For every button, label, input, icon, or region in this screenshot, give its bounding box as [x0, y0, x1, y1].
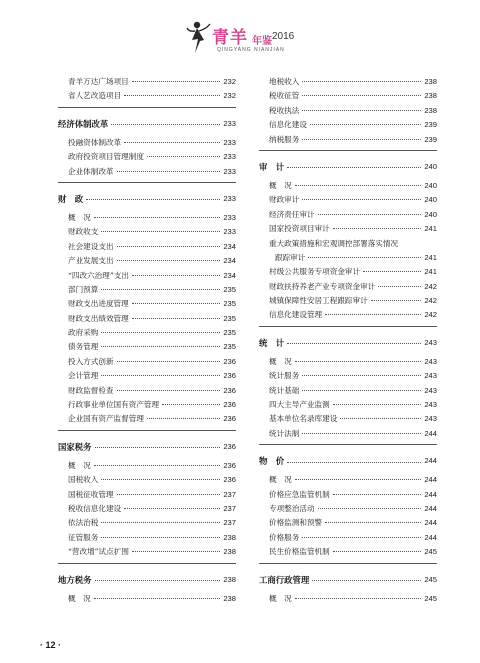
- toc-page-number: 233: [223, 152, 236, 162]
- dot-leader: [333, 228, 422, 229]
- toc-page-number: 238: [424, 77, 437, 86]
- toc-page-number: 237: [223, 489, 236, 499]
- toc-section-heading[interactable]: [259, 449, 437, 473]
- toc-entry-title: 财政支出进度管理: [68, 299, 129, 309]
- dot-leader: [302, 199, 421, 200]
- toc-entry-title: 基本单位名录库建设: [269, 414, 338, 424]
- toc-page-number: 236: [223, 475, 236, 485]
- toc-page-number: 235: [223, 342, 236, 352]
- dot-leader: [295, 479, 422, 480]
- section-divider: [259, 326, 437, 327]
- toc-page-number: 235: [223, 284, 236, 294]
- dot-leader: [101, 375, 220, 376]
- dot-leader: [95, 447, 221, 448]
- section-divider: [58, 107, 236, 108]
- toc-entry[interactable]: [58, 473, 236, 487]
- toc-page-number: 237: [223, 518, 236, 528]
- toc-entry-title: 财政收支: [68, 227, 99, 237]
- toc-page-number: 245: [424, 574, 437, 584]
- dot-leader: [94, 598, 221, 599]
- toc-entry-title: 税收征管: [269, 91, 300, 101]
- toc-entry-title: “四改六治理”支出: [68, 270, 129, 280]
- toc-entry-title: 价格服务: [269, 532, 300, 542]
- toc-page-number: 244: [424, 503, 437, 513]
- toc-entry[interactable]: [259, 592, 437, 606]
- toc-page-number: 243: [424, 371, 437, 381]
- dot-leader: [132, 81, 221, 82]
- toc-entry-title: 青羊万达广场项目: [68, 77, 129, 86]
- toc-page-number: 234: [223, 241, 236, 251]
- dot-leader: [302, 139, 421, 140]
- toc-entry[interactable]: [259, 545, 437, 559]
- toc-page-number: 234: [223, 270, 236, 280]
- toc-entry-title: 省人艺改造项目: [68, 91, 122, 101]
- toc-page-number: 243: [424, 385, 437, 395]
- toc-entry[interactable]: [58, 254, 236, 268]
- toc-entry[interactable]: [259, 531, 437, 545]
- toc-page-number: 236: [223, 385, 236, 395]
- toc-entry[interactable]: [259, 398, 437, 412]
- toc-entry-title: 价格监测和预警: [269, 518, 323, 528]
- toc-entry[interactable]: [259, 427, 437, 441]
- toc-page-number: 242: [424, 310, 437, 320]
- yearbook-year: 2016: [272, 31, 295, 42]
- toc-page-number: 233: [223, 227, 236, 237]
- toc-page-number: 233: [223, 137, 236, 147]
- toc-page-number: 233: [223, 118, 236, 128]
- toc-entry[interactable]: [259, 294, 437, 308]
- toc-entry[interactable]: [58, 165, 236, 179]
- toc-page-number: 240: [424, 180, 437, 190]
- dot-leader: [295, 598, 422, 599]
- toc-entry[interactable]: [259, 75, 437, 89]
- toc-entry-title: 国家税务: [58, 441, 92, 452]
- toc-entry-title: 政府采购: [68, 328, 99, 338]
- toc-page-number: 240: [424, 209, 437, 219]
- dot-leader: [333, 404, 422, 405]
- toc-entry[interactable]: [58, 297, 236, 311]
- dot-leader: [117, 246, 221, 247]
- toc-entry-title: 地税收入: [269, 77, 300, 86]
- toc-entry-title: 财政扶持养老产业专项资金审计: [269, 281, 376, 291]
- toc-entry[interactable]: [259, 251, 437, 265]
- toc-entry[interactable]: [58, 488, 236, 502]
- toc-entry-title: 财政支出绩效管理: [68, 313, 129, 323]
- toc-entry-title: 国税收入: [68, 475, 99, 485]
- toc-section-heading[interactable]: [259, 331, 437, 355]
- toc-entry[interactable]: [58, 211, 236, 225]
- dot-leader: [333, 494, 422, 495]
- dot-leader: [340, 418, 421, 419]
- toc-entry[interactable]: [259, 237, 437, 251]
- dot-leader: [101, 231, 220, 232]
- dot-leader: [287, 462, 421, 463]
- toc-entry-title: 统 计: [259, 337, 285, 348]
- dot-leader: [302, 537, 421, 538]
- toc-entry-title: 社会建设支出: [68, 241, 114, 251]
- toc-entry[interactable]: [259, 89, 437, 103]
- toc-page-number: 244: [424, 532, 437, 542]
- toc-entry-title: 国家投资项目审计: [269, 224, 330, 234]
- toc-page-number: 242: [424, 296, 437, 306]
- dot-leader: [302, 390, 421, 391]
- toc-entry[interactable]: [58, 398, 236, 412]
- toc-page-number: 244: [424, 489, 437, 499]
- toc-entry[interactable]: [259, 193, 437, 207]
- dot-leader: [302, 95, 421, 96]
- toc-entry-title: 地方税务: [58, 574, 92, 585]
- toc-entry[interactable]: [259, 280, 437, 294]
- toc-page-number: 236: [223, 371, 236, 381]
- toc-page-number: 236: [223, 400, 236, 410]
- toc-entry-title: 统计法制: [269, 428, 300, 438]
- dot-leader: [101, 522, 220, 523]
- toc-section-heading[interactable]: [58, 112, 236, 136]
- toc-entry[interactable]: [259, 516, 437, 530]
- toc-page-number: 238: [223, 532, 236, 542]
- dot-leader: [95, 580, 221, 581]
- toc-entry-title: 城镇保障性安居工程跟踪审计: [269, 296, 368, 306]
- toc-entry[interactable]: [58, 89, 236, 103]
- dot-leader: [295, 185, 422, 186]
- yearbook-logo-suffix: 年鉴: [252, 36, 272, 47]
- dot-leader: [117, 361, 221, 362]
- toc-entry-title: “营改增”试点扩围: [68, 547, 129, 557]
- toc-entry[interactable]: [58, 384, 236, 398]
- dot-leader: [117, 494, 221, 495]
- dot-leader: [318, 508, 422, 509]
- dot-leader: [101, 346, 220, 347]
- toc-page-number: 232: [223, 77, 236, 86]
- toc-page-number: 239: [424, 134, 437, 144]
- toc-page-number: 241: [424, 267, 437, 277]
- dot-leader: [124, 142, 220, 143]
- toc-entry-title: 政府投资项目管理制度: [68, 152, 144, 162]
- toc-entry-title: 部门预算: [68, 284, 99, 294]
- toc-entry[interactable]: [259, 208, 437, 222]
- toc-page-number: 237: [223, 503, 236, 513]
- dot-leader: [325, 522, 421, 523]
- toc-page-number: 244: [424, 518, 437, 528]
- toc-entry[interactable]: [259, 133, 437, 147]
- toc-page-number: 236: [223, 460, 236, 470]
- dot-leader: [124, 95, 220, 96]
- toc-entry[interactable]: [58, 531, 236, 545]
- toc-page-number: 238: [223, 547, 236, 557]
- toc-entry[interactable]: [259, 265, 437, 279]
- toc-page-number: 234: [223, 256, 236, 266]
- toc-entry[interactable]: [58, 592, 236, 606]
- toc-page-number: 244: [424, 428, 437, 438]
- dot-leader: [318, 214, 422, 215]
- toc-entry-title: 四大主导产业监测: [269, 400, 330, 410]
- toc-entry-title: 行政事业单位国有资产管理: [68, 400, 160, 410]
- toc-entry-title: 概 况: [269, 593, 292, 603]
- toc-entry-title: 概 况: [269, 180, 292, 190]
- toc-entry[interactable]: [58, 136, 236, 150]
- dancer-figure-icon: [186, 20, 212, 54]
- toc-entry[interactable]: [259, 488, 437, 502]
- toc-entry[interactable]: [259, 118, 437, 132]
- toc-entry-title: 物 价: [259, 456, 285, 467]
- dot-leader: [101, 289, 220, 290]
- toc-page-number: 238: [424, 105, 437, 115]
- dot-leader: [371, 300, 422, 301]
- toc-entry[interactable]: [58, 269, 236, 283]
- toc-entry[interactable]: [259, 222, 437, 236]
- toc-entry[interactable]: [58, 240, 236, 254]
- dot-leader: [287, 343, 421, 344]
- toc-page-number: 233: [223, 212, 236, 222]
- dot-leader: [287, 167, 421, 168]
- dot-leader: [378, 286, 421, 287]
- toc-entry-title: 企业国有资产监督管理: [68, 414, 144, 424]
- section-divider: [259, 444, 437, 445]
- toc-page-number: 238: [223, 574, 236, 584]
- toc-page-number: 233: [223, 166, 236, 176]
- dot-leader: [302, 375, 421, 376]
- dot-leader: [94, 217, 221, 218]
- dot-leader: [117, 171, 221, 172]
- dot-leader: [132, 303, 221, 304]
- toc-section-heading[interactable]: [259, 568, 437, 592]
- toc-entry-title: 税收信息化建设: [68, 503, 122, 513]
- toc-page-number: 236: [223, 441, 236, 451]
- toc-entry-title: 概 况: [68, 460, 91, 470]
- dot-leader: [117, 260, 221, 261]
- toc-entry[interactable]: [58, 545, 236, 559]
- toc-entry-title: 信息化建设管理: [269, 310, 323, 320]
- toc-entry[interactable]: [58, 516, 236, 530]
- toc-page-number: 240: [424, 161, 437, 171]
- dot-leader: [132, 275, 220, 276]
- toc-entry-title: 民生价格监管机制: [269, 547, 330, 557]
- dot-leader: [132, 318, 221, 319]
- toc-page-number: 244: [424, 456, 437, 466]
- toc-entry-title: 征管服务: [68, 532, 99, 542]
- toc-entry-title: 纳税服务: [269, 134, 300, 144]
- toc-entry-title: 统计服务: [269, 371, 300, 381]
- toc-entry-title: 审 计: [259, 161, 285, 172]
- toc-entry-title: 财 政: [58, 193, 84, 204]
- toc-page-number: 243: [424, 337, 437, 347]
- toc-page-number: 235: [223, 299, 236, 309]
- toc-entry[interactable]: [259, 384, 437, 398]
- dot-leader: [312, 580, 421, 581]
- toc-entry[interactable]: [58, 75, 236, 89]
- toc-entry[interactable]: [259, 355, 437, 369]
- dot-leader: [308, 257, 421, 258]
- toc-entry[interactable]: [259, 308, 437, 322]
- toc-left-column: [58, 75, 236, 606]
- toc-entry[interactable]: [58, 326, 236, 340]
- toc-page-number: 232: [223, 91, 236, 101]
- toc-entry[interactable]: [58, 355, 236, 369]
- toc-section-heading[interactable]: [58, 568, 236, 592]
- toc-entry[interactable]: [58, 412, 236, 426]
- toc-entry-title: 统计基础: [269, 385, 300, 395]
- toc-page-number: 243: [424, 400, 437, 410]
- toc-entry[interactable]: [58, 369, 236, 383]
- toc-entry-title: 投入方式创新: [68, 356, 114, 366]
- toc-entry-title: 概 况: [269, 475, 292, 485]
- toc-entry-title: 工商行政管理: [259, 574, 310, 585]
- section-divider: [259, 563, 437, 564]
- toc-right-column: [259, 75, 437, 606]
- toc-entry[interactable]: [58, 340, 236, 354]
- dot-leader: [147, 418, 220, 419]
- toc-page-number: 244: [424, 475, 437, 485]
- toc-entry-title: 债务管理: [68, 342, 99, 352]
- section-divider: [259, 150, 437, 151]
- toc-entry-title: 财政监督检查: [68, 385, 114, 395]
- dot-leader: [94, 465, 221, 466]
- toc-entry-title: 国税征收管理: [68, 489, 114, 499]
- toc-entry[interactable]: [58, 150, 236, 164]
- dot-leader: [101, 537, 220, 538]
- dot-leader: [117, 390, 221, 391]
- dot-leader: [101, 332, 220, 333]
- toc-entry-title: 会计管理: [68, 371, 99, 381]
- dot-leader: [302, 433, 421, 434]
- section-divider: [58, 182, 236, 183]
- dot-leader: [302, 110, 421, 111]
- toc-page-number: 241: [424, 224, 437, 234]
- toc-entry[interactable]: [259, 104, 437, 118]
- toc-entry-title: 价格应急监管机制: [269, 489, 330, 499]
- toc-entry[interactable]: [58, 312, 236, 326]
- toc-entry-title: 概 况: [269, 356, 292, 366]
- toc-entry-title: 信息化建设: [269, 120, 307, 130]
- toc-entry-title: 企业体制改革: [68, 166, 114, 176]
- page-header: [0, 0, 480, 70]
- toc-entry[interactable]: [259, 412, 437, 426]
- toc-section-heading[interactable]: [58, 435, 236, 459]
- toc-page-number: 236: [223, 414, 236, 424]
- toc-page-number: 243: [424, 356, 437, 366]
- toc-entry[interactable]: [58, 225, 236, 239]
- dot-leader: [86, 199, 220, 200]
- dot-leader: [162, 404, 220, 405]
- toc-page-number: 235: [223, 313, 236, 323]
- toc-entry-title: 财政审计: [269, 195, 300, 205]
- dot-leader: [147, 156, 220, 157]
- toc-page-number: 245: [424, 593, 437, 603]
- toc-entry-title: 依法治税: [68, 518, 99, 528]
- dot-leader: [101, 479, 220, 480]
- toc-entry[interactable]: [58, 459, 236, 473]
- toc-page-number: 243: [424, 414, 437, 424]
- toc-section-heading[interactable]: [58, 187, 236, 211]
- toc-entry-title: 经济责任审计: [269, 209, 315, 219]
- yearbook-logo-text: 青羊: [212, 28, 248, 48]
- toc-page-number: 236: [223, 356, 236, 366]
- toc-page-number: 245: [424, 547, 437, 557]
- toc-entry-title: 税收执法: [269, 105, 300, 115]
- dot-leader: [132, 551, 220, 552]
- dot-leader: [363, 271, 421, 272]
- toc-page-number: 238: [424, 91, 437, 101]
- toc-entry-title: 产业发展支出: [68, 256, 114, 266]
- toc-page-number: 241: [424, 252, 437, 262]
- toc-page-number: 240: [424, 195, 437, 205]
- toc-entry[interactable]: [259, 502, 437, 516]
- toc-entry[interactable]: [259, 473, 437, 487]
- toc-page-number: 235: [223, 328, 236, 338]
- dot-leader: [124, 508, 220, 509]
- toc-entry-title: 投融资体制改革: [68, 137, 122, 147]
- toc-entry-title: 重大政策措施和宏观调控部署落实情况: [269, 238, 399, 248]
- toc-entry[interactable]: [58, 502, 236, 516]
- toc-entry-title: 村级公共服务专项资金审计: [269, 267, 361, 277]
- dot-leader: [310, 124, 421, 125]
- toc-entry[interactable]: [259, 369, 437, 383]
- section-divider: [58, 430, 236, 431]
- toc-entry-title: 概 况: [68, 593, 91, 603]
- toc-entry-title: 概 况: [68, 212, 91, 222]
- dot-leader: [295, 361, 422, 362]
- toc-section-heading[interactable]: [259, 155, 437, 179]
- toc-page-number: 238: [223, 593, 236, 603]
- page-number: · 12 ·: [40, 640, 62, 650]
- toc-entry-title: 经济体制改革: [58, 118, 109, 129]
- yearbook-logo-pinyin: QINGYANG NIANJIAN: [217, 47, 285, 53]
- dot-leader: [325, 314, 421, 315]
- toc-entry[interactable]: [259, 179, 437, 193]
- toc-entry-title: 专项整治活动: [269, 503, 315, 513]
- toc-page-number: 242: [424, 281, 437, 291]
- toc-entry-title: 跟踪审计: [275, 252, 306, 262]
- dot-leader: [111, 124, 220, 125]
- toc-page-number: 233: [223, 193, 236, 203]
- dot-leader: [333, 551, 422, 552]
- toc-page-number: 239: [424, 120, 437, 130]
- section-divider: [58, 563, 236, 564]
- toc-entry[interactable]: [58, 283, 236, 297]
- dot-leader: [302, 81, 421, 82]
